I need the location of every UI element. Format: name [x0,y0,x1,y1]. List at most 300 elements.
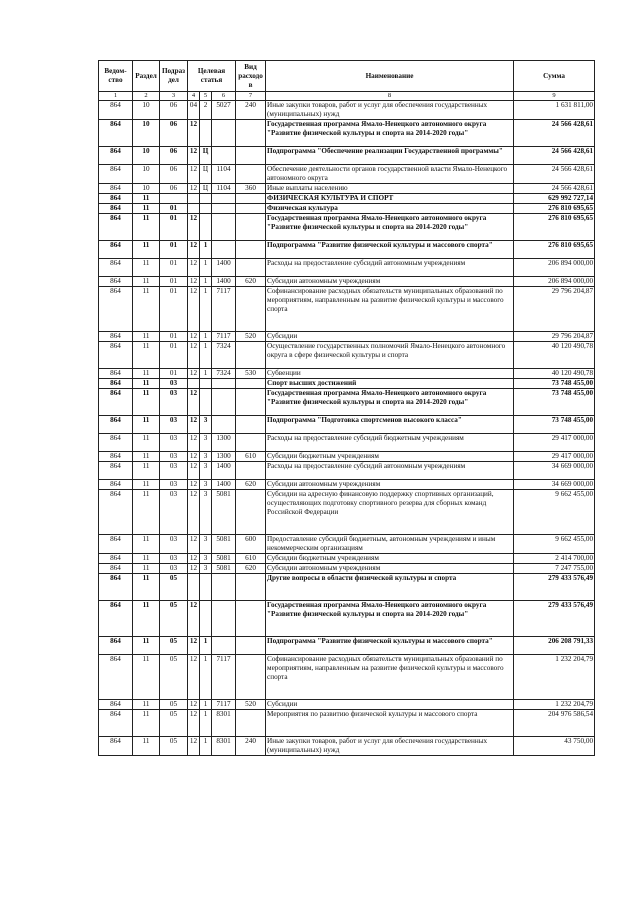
cell-summa: 7 247 755,00 [514,564,595,574]
cell-naimenovanie: Софинансирование расходных обязательств муниципальных образований по мероприятиям, направленным на развитие физической культуры и массового спорта [266,287,514,332]
cell-direction: 8301 [212,737,236,756]
cell-naimenovanie: Мероприятия по развитию физической культуры и массового спорта [266,710,514,737]
cell-podrazdel: 01 [160,214,188,241]
cell-program: 12 [188,287,200,332]
cell-direction [212,637,236,655]
cell-vid-raskhodov: 240 [236,737,266,756]
cell-vid-raskhodov: 620 [236,564,266,574]
cell-vedomstvo: 864 [99,462,133,480]
column-number: 1 [99,92,133,101]
cell-vedomstvo: 864 [99,287,133,332]
cell-naimenovanie: Государственная программа Ямало-Ненецкого автономного округа "Развитие физической культуры и спорта на 2014-2020 годы" [266,389,514,416]
cell-direction [212,379,236,389]
cell-vid-raskhodov [236,194,266,204]
cell-naimenovanie: Субсидии автономным учреждениям [266,480,514,490]
cell-summa: 9 662 455,00 [514,535,595,554]
cell-naimenovanie: Субсидии автономным учреждениям [266,564,514,574]
cell-razdel: 11 [133,332,160,342]
table-row [99,452,595,462]
cell-direction: 1400 [212,480,236,490]
cell-naimenovanie: Государственная программа Ямало-Ненецкого автономного округа "Развитие физической культуры и спорта на 2014-2020 годы" [266,214,514,241]
cell-podrazdel [160,194,188,204]
cell-direction: 7117 [212,655,236,700]
cell-vid-raskhodov [236,204,266,214]
cell-naimenovanie: Государственная программа Ямало-Ненецкого автономного округа "Развитие физической культуры и спорта на 2014-2020 годы" [266,601,514,637]
cell-vedomstvo: 864 [99,369,133,379]
cell-summa: 29 417 000,00 [514,452,595,462]
cell-program: 12 [188,184,200,194]
cell-naimenovanie: Предоставление субсидий бюджетным, автономным учреждениям и иным некоммерческим организациям [266,535,514,554]
cell-vedomstvo: 864 [99,120,133,147]
cell-razdel: 11 [133,369,160,379]
cell-vedomstvo: 864 [99,601,133,637]
cell-podrazdel: 05 [160,737,188,756]
cell-razdel: 10 [133,120,160,147]
cell-vid-raskhodov [236,120,266,147]
cell-podrazdel: 01 [160,332,188,342]
cell-summa: 206 894 000,00 [514,277,595,287]
cell-subprogram: 3 [200,554,212,564]
cell-vedomstvo: 864 [99,165,133,184]
cell-vid-raskhodov: 520 [236,700,266,710]
column-number: 2 [133,92,160,101]
cell-vedomstvo: 864 [99,710,133,737]
cell-naimenovanie: Подпрограмма "Развитие физической культуры и массового спорта" [266,241,514,259]
header-tselevaya-statya: Целевая статья [188,61,236,92]
cell-vedomstvo: 864 [99,101,133,120]
cell-program: 12 [188,416,200,434]
table-row [99,710,595,737]
table-header-row [99,61,595,92]
cell-summa: 34 669 000,00 [514,480,595,490]
cell-naimenovanie: Обеспечение деятельности органов государственной власти Ямало-Ненецкого автономного округа [266,165,514,184]
cell-podrazdel: 01 [160,204,188,214]
cell-podrazdel: 06 [160,165,188,184]
table-row [99,194,595,204]
cell-razdel: 10 [133,165,160,184]
cell-razdel: 11 [133,259,160,277]
table-row [99,369,595,379]
cell-subprogram: 1 [200,737,212,756]
cell-summa: 43 750,00 [514,737,595,756]
cell-vid-raskhodov: 610 [236,554,266,564]
cell-razdel: 11 [133,277,160,287]
cell-subprogram [200,574,212,601]
cell-vid-raskhodov [236,655,266,700]
cell-program: 12 [188,389,200,416]
cell-vid-raskhodov [236,637,266,655]
cell-naimenovanie: Субсидии [266,700,514,710]
cell-podrazdel: 05 [160,655,188,700]
cell-program: 12 [188,637,200,655]
cell-naimenovanie: Подпрограмма "Развитие физической культуры и массового спорта" [266,637,514,655]
cell-direction: 5081 [212,564,236,574]
cell-naimenovanie: Иные закупки товаров, работ и услуг для обеспечения государственных (муниципальных) нужд [266,737,514,756]
cell-direction: 7324 [212,342,236,369]
cell-vid-raskhodov: 240 [236,101,266,120]
cell-direction [212,120,236,147]
cell-subprogram: 3 [200,416,212,434]
cell-program: 12 [188,434,200,452]
cell-subprogram [200,601,212,637]
cell-subprogram: 3 [200,535,212,554]
cell-program: 12 [188,241,200,259]
cell-vedomstvo: 864 [99,332,133,342]
table-row [99,490,595,535]
cell-vid-raskhodov: 610 [236,452,266,462]
table-row [99,342,595,369]
cell-summa: 73 748 455,00 [514,389,595,416]
cell-direction: 1104 [212,184,236,194]
cell-summa: 24 566 428,61 [514,165,595,184]
cell-summa: 279 433 576,49 [514,574,595,601]
cell-vedomstvo: 864 [99,452,133,462]
table-row [99,554,595,564]
cell-summa: 73 748 455,00 [514,379,595,389]
cell-program: 12 [188,700,200,710]
cell-naimenovanie: Расходы на предоставление субсидий автономным учреждениям [266,259,514,277]
cell-vid-raskhodov [236,241,266,259]
cell-subprogram: 1 [200,277,212,287]
cell-podrazdel: 06 [160,120,188,147]
cell-vedomstvo: 864 [99,416,133,434]
cell-program: 12 [188,147,200,165]
cell-naimenovanie: Субвенции [266,369,514,379]
cell-subprogram: 3 [200,480,212,490]
cell-program: 12 [188,369,200,379]
cell-razdel: 11 [133,287,160,332]
cell-direction: 7324 [212,369,236,379]
cell-program [188,574,200,601]
cell-podrazdel: 05 [160,710,188,737]
cell-direction [212,389,236,416]
table-row [99,416,595,434]
cell-vid-raskhodov [236,416,266,434]
cell-podrazdel: 03 [160,416,188,434]
cell-summa: 24 566 428,61 [514,184,595,194]
cell-direction: 5081 [212,490,236,535]
cell-subprogram: 3 [200,564,212,574]
cell-direction [212,601,236,637]
cell-podrazdel: 01 [160,342,188,369]
cell-subprogram: 2 [200,101,212,120]
table-row [99,147,595,165]
cell-podrazdel: 03 [160,490,188,535]
cell-vid-raskhodov [236,147,266,165]
cell-vid-raskhodov [236,710,266,737]
cell-naimenovanie: Иные закупки товаров, работ и услуг для обеспечения государственных (муниципальных) нужд [266,101,514,120]
cell-naimenovanie: Подпрограмма "Подготовка спортсменов высокого класса" [266,416,514,434]
cell-naimenovanie: Субсидии на адресную финансовую поддержку спортивных организаций, осуществляющих подготовку спортивного резерва для сборных команд Российской Федерации [266,490,514,535]
cell-summa: 24 566 428,61 [514,147,595,165]
cell-summa: 204 976 586,54 [514,710,595,737]
cell-direction [212,214,236,241]
cell-podrazdel: 03 [160,462,188,480]
cell-direction [212,194,236,204]
cell-direction [212,416,236,434]
table-row [99,637,595,655]
cell-subprogram: Ц [200,165,212,184]
cell-vedomstvo: 864 [99,655,133,700]
cell-podrazdel: 01 [160,241,188,259]
cell-summa: 9 662 455,00 [514,490,595,535]
cell-razdel: 11 [133,700,160,710]
cell-razdel: 11 [133,737,160,756]
cell-subprogram [200,204,212,214]
table-row [99,101,595,120]
cell-subprogram: 3 [200,490,212,535]
cell-vedomstvo: 864 [99,147,133,165]
cell-razdel: 11 [133,342,160,369]
cell-vedomstvo: 864 [99,554,133,564]
cell-program [188,379,200,389]
cell-naimenovanie: Физическая культура [266,204,514,214]
cell-razdel: 10 [133,147,160,165]
cell-subprogram: 1 [200,700,212,710]
cell-podrazdel: 03 [160,434,188,452]
header-razdel: Раздел [133,61,160,92]
cell-vedomstvo: 864 [99,241,133,259]
table-row [99,564,595,574]
cell-vid-raskhodov [236,259,266,277]
cell-podrazdel: 03 [160,452,188,462]
table-row [99,700,595,710]
cell-summa: 206 894 000,00 [514,259,595,277]
cell-subprogram: 1 [200,332,212,342]
cell-direction: 7117 [212,287,236,332]
cell-program: 04 [188,101,200,120]
table-row [99,120,595,147]
cell-program: 12 [188,462,200,480]
header-podrazdel: Подраз дел [160,61,188,92]
cell-razdel: 11 [133,241,160,259]
column-number: 3 [160,92,188,101]
cell-podrazdel: 03 [160,564,188,574]
cell-naimenovanie: Расходы на предоставление субсидий автономным учреждениям [266,462,514,480]
cell-summa: 29 796 204,87 [514,287,595,332]
cell-subprogram [200,389,212,416]
cell-vid-raskhodov: 600 [236,535,266,554]
cell-subprogram: 1 [200,241,212,259]
cell-program: 12 [188,342,200,369]
cell-summa: 629 992 727,14 [514,194,595,204]
cell-podrazdel: 01 [160,277,188,287]
cell-subprogram: 1 [200,369,212,379]
cell-vid-raskhodov: 620 [236,277,266,287]
cell-program: 12 [188,480,200,490]
table-row [99,535,595,554]
cell-summa: 29 796 204,87 [514,332,595,342]
cell-direction: 5081 [212,554,236,564]
table-row [99,214,595,241]
cell-direction: 1104 [212,165,236,184]
column-number: 9 [514,92,595,101]
cell-subprogram: 1 [200,342,212,369]
cell-vedomstvo: 864 [99,214,133,241]
cell-razdel: 10 [133,101,160,120]
cell-direction [212,204,236,214]
table-row [99,480,595,490]
cell-direction: 7117 [212,700,236,710]
cell-naimenovanie: Субсидии [266,332,514,342]
cell-vedomstvo: 864 [99,389,133,416]
cell-naimenovanie: Подпрограмма "Обеспечение реализации Государственной программы" [266,147,514,165]
cell-podrazdel: 01 [160,369,188,379]
cell-razdel: 11 [133,637,160,655]
cell-subprogram: Ц [200,147,212,165]
cell-summa: 276 810 695,65 [514,204,595,214]
cell-vid-raskhodov [236,601,266,637]
cell-subprogram: 1 [200,710,212,737]
cell-direction [212,147,236,165]
cell-naimenovanie: Софинансирование расходных обязательств муниципальных образований по мероприятиям, направленным на развитие физической культуры и массового спорта [266,655,514,700]
cell-podrazdel: 03 [160,389,188,416]
cell-subprogram: 1 [200,259,212,277]
column-number: 6 [212,92,236,101]
budget-table [98,60,595,756]
cell-summa: 2 414 700,00 [514,554,595,564]
cell-summa: 40 120 490,78 [514,369,595,379]
cell-subprogram: 1 [200,655,212,700]
cell-razdel: 11 [133,655,160,700]
cell-razdel: 11 [133,416,160,434]
cell-summa: 276 810 695,65 [514,241,595,259]
cell-direction [212,574,236,601]
cell-podrazdel: 03 [160,554,188,564]
cell-direction: 1400 [212,277,236,287]
cell-vedomstvo: 864 [99,737,133,756]
cell-subprogram: 3 [200,452,212,462]
cell-program: 12 [188,165,200,184]
cell-direction: 1300 [212,452,236,462]
cell-program: 12 [188,554,200,564]
cell-razdel: 11 [133,564,160,574]
cell-naimenovanie: ФИЗИЧЕСКАЯ КУЛЬТУРА И СПОРТ [266,194,514,204]
cell-razdel: 11 [133,710,160,737]
cell-vedomstvo: 864 [99,342,133,369]
cell-naimenovanie: Иные выплаты населению [266,184,514,194]
cell-program: 12 [188,490,200,535]
cell-summa: 279 433 576,49 [514,601,595,637]
cell-podrazdel: 03 [160,535,188,554]
cell-summa: 1 631 811,00 [514,101,595,120]
table-row [99,277,595,287]
table-row [99,462,595,480]
cell-podrazdel: 01 [160,259,188,277]
table-row [99,389,595,416]
table-row [99,204,595,214]
cell-direction: 1400 [212,462,236,480]
header-vedomstvo: Ведом-ство [99,61,133,92]
header-naimenovanie: Наименование [266,61,514,92]
cell-subprogram [200,214,212,241]
table-row [99,379,595,389]
cell-podrazdel: 06 [160,147,188,165]
cell-vedomstvo: 864 [99,277,133,287]
cell-vid-raskhodov [236,434,266,452]
cell-naimenovanie: Государственная программа Ямало-Ненецкого автономного округа "Развитие физической культуры и спорта на 2014-2020 годы" [266,120,514,147]
table-body [99,101,595,756]
cell-subprogram: 3 [200,462,212,480]
cell-program: 12 [188,710,200,737]
cell-vedomstvo: 864 [99,490,133,535]
cell-vedomstvo: 864 [99,184,133,194]
cell-vid-raskhodov [236,287,266,332]
cell-naimenovanie: Спорт высших достижений [266,379,514,389]
cell-summa: 1 232 204,79 [514,655,595,700]
cell-naimenovanie: Другие вопросы в области физической культуры и спорта [266,574,514,601]
cell-vedomstvo: 864 [99,194,133,204]
cell-podrazdel: 03 [160,480,188,490]
header-vid-raskhodov: Вид расходов [236,61,266,92]
cell-direction: 1300 [212,434,236,452]
table-row [99,737,595,756]
cell-vid-raskhodov [236,165,266,184]
cell-vedomstvo: 864 [99,564,133,574]
cell-vid-raskhodov [236,462,266,480]
cell-vedomstvo: 864 [99,259,133,277]
cell-naimenovanie: Субсидии бюджетным учреждениям [266,554,514,564]
cell-vid-raskhodov: 620 [236,480,266,490]
cell-subprogram: 1 [200,637,212,655]
cell-vid-raskhodov [236,490,266,535]
cell-vid-raskhodov [236,389,266,416]
cell-razdel: 11 [133,379,160,389]
cell-vid-raskhodov [236,342,266,369]
column-number: 4 [188,92,200,101]
table-row [99,259,595,277]
cell-program: 12 [188,120,200,147]
cell-summa: 73 748 455,00 [514,416,595,434]
cell-subprogram: Ц [200,184,212,194]
table-row [99,165,595,184]
cell-vid-raskhodov: 520 [236,332,266,342]
cell-summa: 24 566 428,61 [514,120,595,147]
cell-direction: 8301 [212,710,236,737]
cell-razdel: 11 [133,574,160,601]
cell-podrazdel: 03 [160,379,188,389]
cell-vedomstvo: 864 [99,434,133,452]
cell-naimenovanie: Осуществление государственных полномочий Ямало-Ненецкого автономного округа в сфере физической культуры и спорта [266,342,514,369]
cell-razdel: 11 [133,389,160,416]
cell-naimenovanie: Расходы на предоставление субсидий бюджетным учреждениям [266,434,514,452]
cell-program: 12 [188,452,200,462]
table-row [99,574,595,601]
cell-vedomstvo: 864 [99,574,133,601]
table-row [99,241,595,259]
table-row [99,332,595,342]
cell-vedomstvo: 864 [99,535,133,554]
cell-razdel: 11 [133,452,160,462]
cell-subprogram: 1 [200,287,212,332]
cell-vid-raskhodov [236,379,266,389]
cell-summa: 276 810 695,65 [514,214,595,241]
cell-program: 12 [188,655,200,700]
cell-summa: 206 208 791,33 [514,637,595,655]
column-number: 5 [200,92,212,101]
cell-program: 12 [188,277,200,287]
cell-vedomstvo: 864 [99,480,133,490]
cell-program [188,204,200,214]
cell-program: 12 [188,214,200,241]
cell-summa: 40 120 490,78 [514,342,595,369]
cell-subprogram [200,194,212,204]
cell-podrazdel: 06 [160,101,188,120]
cell-naimenovanie: Субсидии бюджетным учреждениям [266,452,514,462]
cell-direction: 5027 [212,101,236,120]
cell-podrazdel: 06 [160,184,188,194]
cell-razdel: 11 [133,204,160,214]
